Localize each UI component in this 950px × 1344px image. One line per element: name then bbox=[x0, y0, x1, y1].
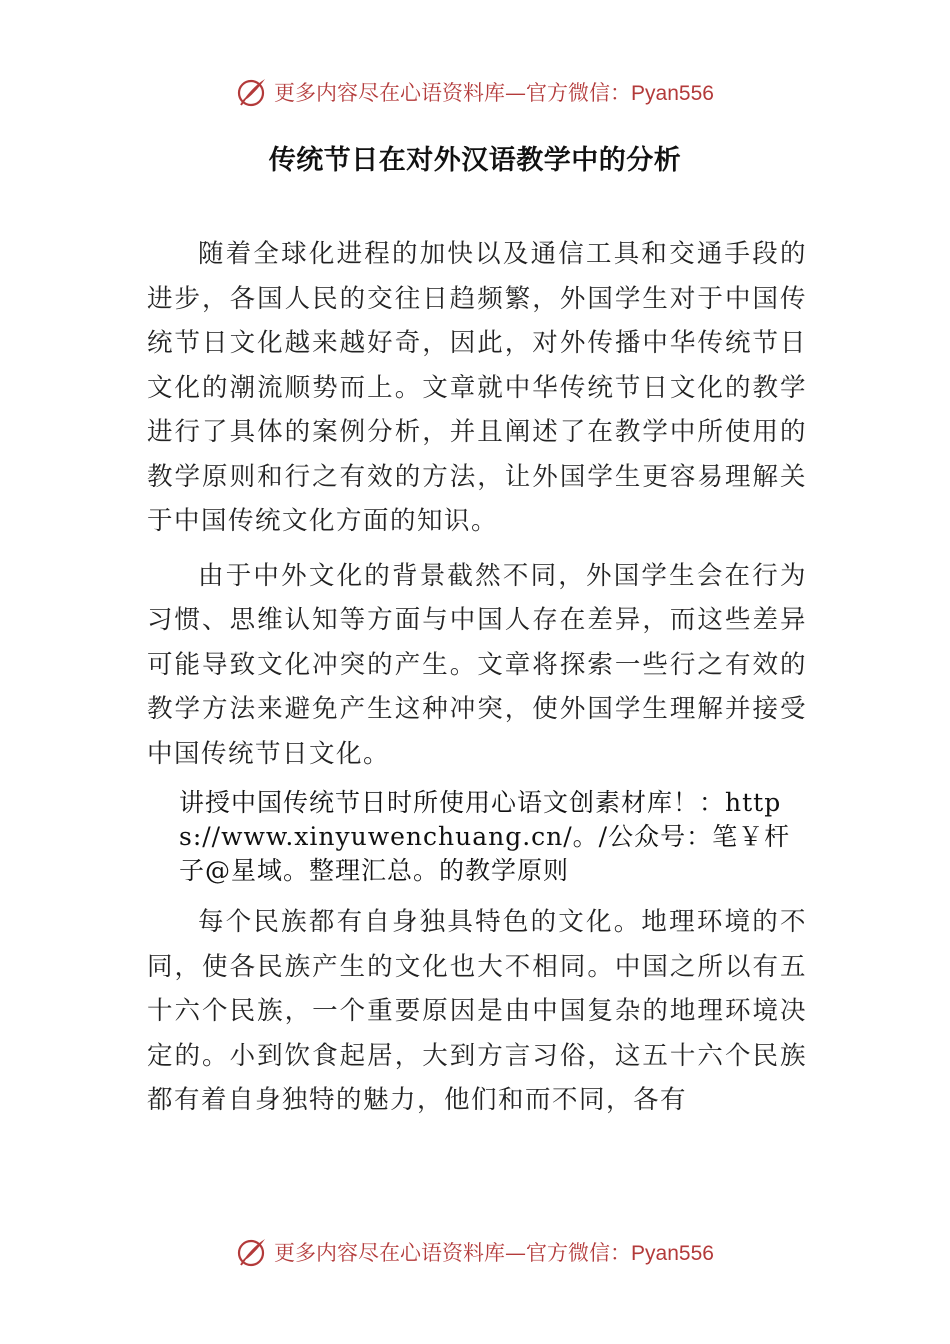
banner-text bbox=[274, 77, 714, 107]
banner-text bbox=[274, 1237, 714, 1267]
paragraph-ethnic-culture: 每个民族都有自身独具特色的文化。地理环境的不同，使各民族产生的文化也大不相同。中国之所以有五十六个民族，一个重要原因是由中国复杂的地理环境决定的。小到饮食起居，大到方言习俗，这五十六个民族都有着自身独特的魅力，他们和而不同，各有 bbox=[147, 907, 807, 1115]
quill-logo-icon bbox=[236, 76, 268, 108]
document-body bbox=[147, 232, 807, 1133]
banner-slogan: 更多内容尽在心语资料库—官方微信： bbox=[274, 81, 632, 105]
header-banner bbox=[0, 72, 950, 112]
footer-banner bbox=[0, 1232, 950, 1272]
banner-wechat-id: Pyan556 bbox=[631, 1242, 714, 1265]
banner-wechat-id: Pyan556 bbox=[631, 82, 714, 105]
section-heading: 讲授中国传统节日时所使用心语文创素材库！：https://www.xinyuwenchuang.cn/。/公众号：笔￥杆子@星域。整理汇总。的教学原则 bbox=[179, 788, 791, 885]
paragraph-conflict: 由于中外文化的背景截然不同，外国学生会在行为习惯、思维认知等方面与中国人存在差异，而这些差异可能导致文化冲突的产生。文章将探索一些行之有效的教学方法来避免产生这种冲突，使外国学生理解并接受中国传统节日文化。 bbox=[147, 560, 807, 769]
quill-logo-icon bbox=[236, 1236, 268, 1268]
banner-slogan: 更多内容尽在心语资料库—官方微信： bbox=[274, 1241, 632, 1265]
paragraph-intro: 随着全球化进程的加快以及通信工具和交通手段的进步，各国人民的交往日趋频繁，外国学生对于中国传统节日文化越来越好奇，因此，对外传播中华传统节日文化的潮流顺势而上。文章就中华传统节日文化的教学进行了具体的案例分析，并且阐述了在教学中所使用的教学原则和行之有效的方法，让外国学生更容易理解关于中国传统文化方面的知识。 bbox=[147, 239, 807, 536]
document-title: 传统节日在对外汉语教学中的分析 bbox=[268, 145, 682, 176]
